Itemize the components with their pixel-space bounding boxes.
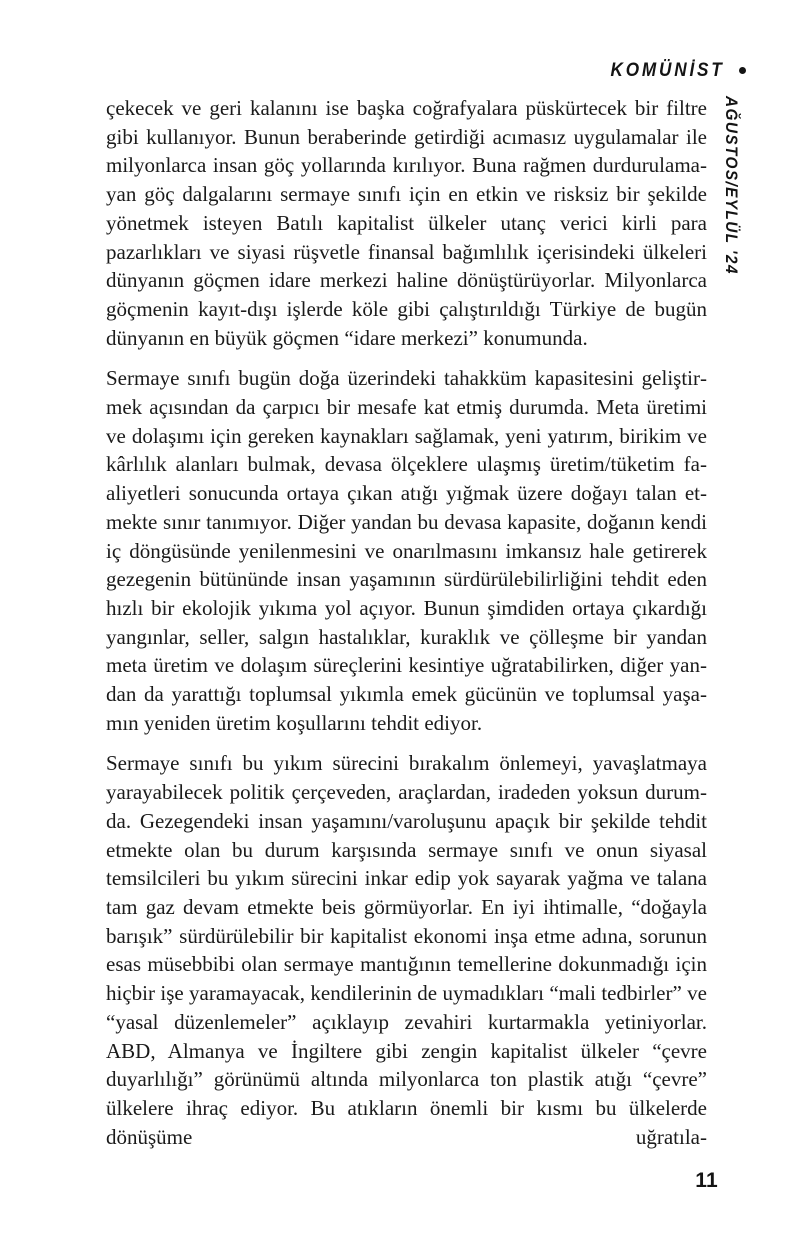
- paragraph: çekecek ve geri kalanını ise başka coğrafyalara püskürtecek bir filtre gibi kullanıyor. Bunun beraberinde getirdiği acımasız uygulamalar ile milyonlarca insan göç yollarında kırılıyor. Buna rağmen durdurulamayan göç dalgalarını sermaye sınıfı için en etkin ve risksiz bir şekilde yönetmek isteyen Batılı kapitalist ülkeler utanç verici kirli para pazarlıkları ve siyasi rüşvetle finansal bağımlılık içerisindeki ülkeleri dünyanın göçmen idare merkezi haline dönüştürüyorlar. Milyonlarca göçmenin kayıt-dışı işlerde köle gibi çalıştırıldığı Türkiye de bugün dünyanın en büyük göçmen “idare merkezi” konumunda.: [106, 96, 707, 350]
- paragraph: Sermaye sınıfı bu yıkım sürecini bırakalım önlemeyi, yavaşlatmaya yarayabilecek politik çerçeveden, araçlardan, iradeden yoksun durumda. Gezegendeki insan yaşamını/varoluşunu apaçık bir şekilde tehdit etmekte olan bu durum karşısında sermaye sınıfı ve onun siyasal temsilcileri bu yıkım sürecini inkar edip yok sayarak yağma ve talana tam gaz devam etmekte beis görmüyorlar. En iyi ihtimalle, “doğayla barışık” sürdürülebilir bir kapitalist ekonomi inşa etme adına, sorunun esas müsebbibi olan sermaye mantığının temellerine dokunmadığı için hiçbir işe yaramayacak, kendilerinin de uymadıkları “mali tedbirler” ve “yasal düzenlemeler” açıklayıp zevahiri kurtarmakla yetiniyorlar. ABD, Almanya ve İngiltere gibi zengin kapitalist ülkeler “çevre duyarlılığı” görünümü altında milyonlarca ton plastik atığı “çevre” ülkelere ihraç ediyor. Bu atıkların önemli bir kısmı bu ülkelerde dönüşüme uğratıla-: [106, 751, 707, 1149]
- body-text-column: [106, 94, 707, 1151]
- bullet-dot-icon: [739, 67, 746, 74]
- page-number: 11: [695, 1169, 718, 1192]
- issue-date-tag: [722, 96, 798, 275]
- publication-title: KOMÜNİST: [610, 58, 725, 81]
- running-head: [595, 58, 746, 82]
- paragraph: Sermaye sınıfı bugün doğa üzerindeki tahakküm kapasitesini geliştirmek açısından da çarpıcı bir mesafe kat etmiş durumda. Meta üretimi ve dolaşımı için gereken kaynakları sağlamak, yeni yatırım, birikim ve kârlılık alanları bulmak, devasa ölçeklere ulaşmış üretim/tüketim faaliyetleri sonucunda ortaya çıkan atığı yığmak üzere doğayı talan etmekte sınır tanımıyor. Diğer yandan bu devasa kapasite, doğanın kendi iç döngüsünde yenilenmesini ve onarılmasını imkansız hale getirerek gezegenin bütününde insan yaşamının sürdürülebilirliğini tehdit eden hızlı bir ekolojik yıkıma yol açıyor. Bunun şimdiden ortaya çıkardığı yangınlar, seller, salgın hastalıklar, kuraklık ve çölleşme bir yandan meta üretim ve dolaşım süreçlerini kesintiye uğratabilirken, diğer yandan da yarattığı toplumsal yıkımla emek gücünün ve toplumsal yaşamın yeniden üretim koşullarını tehdit ediyor.: [106, 366, 707, 735]
- issue-date-label: AĞUSTOS/EYLÜL '24: [722, 96, 741, 275]
